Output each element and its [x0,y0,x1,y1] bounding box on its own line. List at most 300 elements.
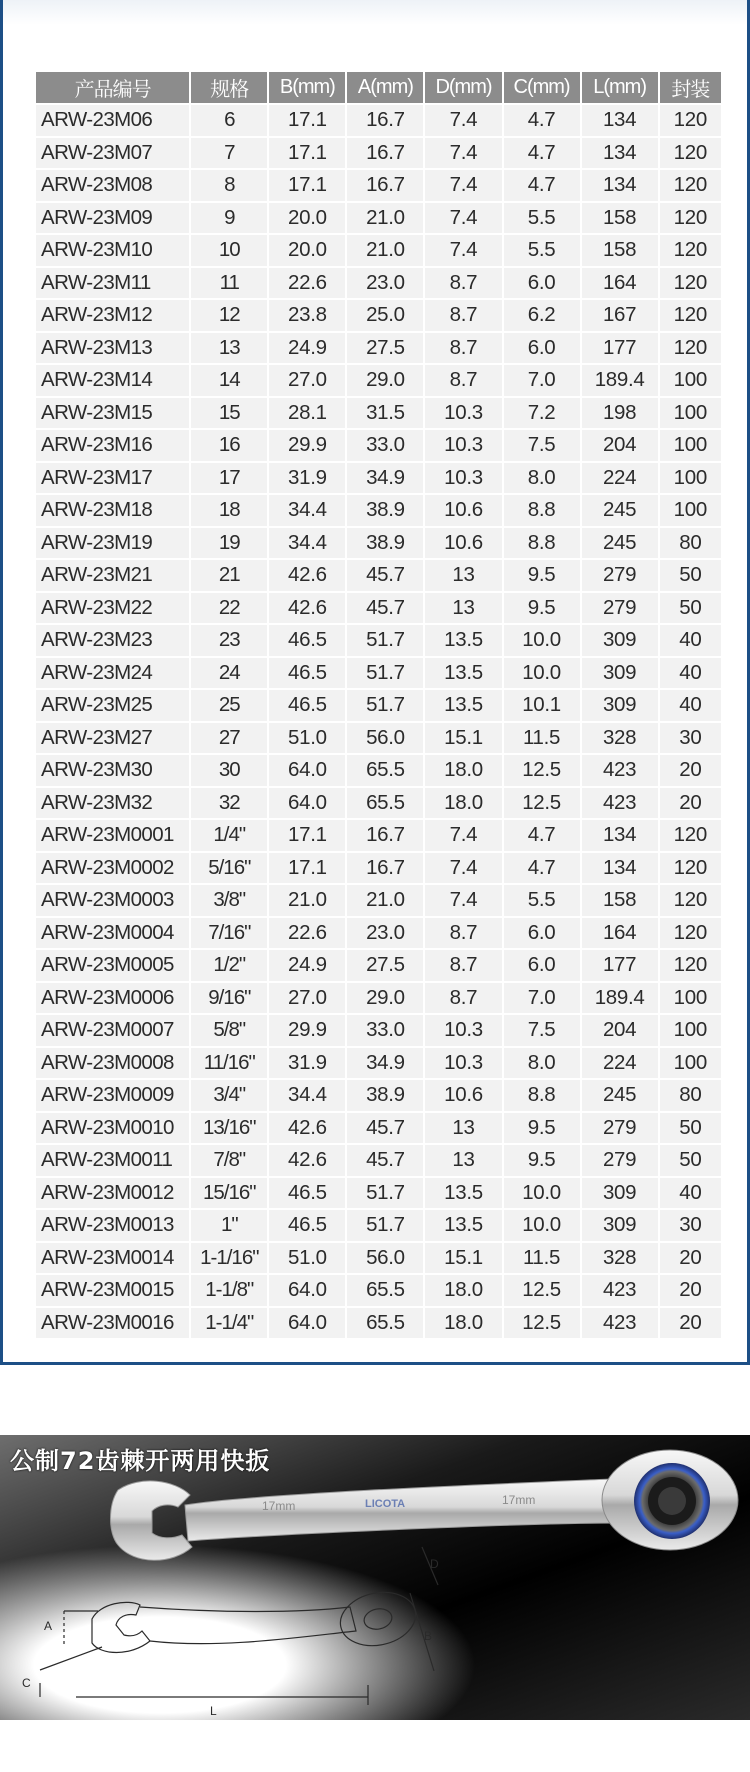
table-cell: 30 [660,1210,721,1241]
product-code-cell: ARW-23M16 [36,430,189,461]
table-cell: 224 [582,463,658,494]
table-cell: 4.7 [504,170,580,201]
table-cell: 38.9 [347,528,423,559]
table-cell: 164 [582,918,658,949]
banner-title: 公制72齿棘开两用快扳 [10,1447,271,1475]
table-cell: 42.6 [269,1145,345,1176]
table-cell: 134 [582,105,658,136]
table-cell: 45.7 [347,593,423,624]
table-cell: 17.1 [269,105,345,136]
table-cell: 423 [582,755,658,786]
size-cell: 7/16" [191,918,267,949]
table-cell: 4.7 [504,820,580,851]
product-code-cell: ARW-23M30 [36,755,189,786]
table-cell: 12.5 [504,1308,580,1339]
table-cell: 120 [660,300,721,331]
table-cell: 50 [660,1145,721,1176]
table-cell: 10.3 [425,1048,501,1079]
table-cell: 189.4 [582,365,658,396]
size-cell: 5/16" [191,853,267,884]
table-cell: 4.7 [504,138,580,169]
table-cell: 13.5 [425,658,501,689]
size-cell: 15/16" [191,1178,267,1209]
product-code-cell: ARW-23M0016 [36,1308,189,1339]
table-cell: 100 [660,495,721,526]
table-cell: 5.5 [504,235,580,266]
table-cell: 31.9 [269,1048,345,1079]
table-cell: 51.7 [347,658,423,689]
table-row [36,203,721,234]
table-cell: 34.9 [347,1048,423,1079]
dim-label-c: C [22,1676,31,1690]
product-code-cell: ARW-23M21 [36,560,189,591]
table-cell: 30 [660,723,721,754]
table-row [36,1243,721,1274]
table-cell: 42.6 [269,593,345,624]
dimension-drawing [40,1547,438,1705]
table-cell: 40 [660,690,721,721]
dim-label-b: B [424,1629,433,1643]
table-cell: 29.9 [269,430,345,461]
table-cell: 8.8 [504,495,580,526]
table-cell: 31.9 [269,463,345,494]
table-cell: 6.0 [504,268,580,299]
table-row [36,983,721,1014]
table-cell: 189.4 [582,983,658,1014]
table-cell: 20 [660,1275,721,1306]
table-row [36,1275,721,1306]
table-cell: 7.4 [425,203,501,234]
product-code-cell: ARW-23M22 [36,593,189,624]
table-cell: 51.7 [347,1178,423,1209]
product-code-cell: ARW-23M12 [36,300,189,331]
size-cell: 11 [191,268,267,299]
table-cell: 64.0 [269,788,345,819]
table-cell: 224 [582,1048,658,1079]
table-cell: 22.6 [269,918,345,949]
table-row [36,1080,721,1111]
size-cell: 24 [191,658,267,689]
table-cell: 7.5 [504,1015,580,1046]
table-cell: 9.5 [504,593,580,624]
size-cell: 14 [191,365,267,396]
table-cell: 7.4 [425,235,501,266]
table-cell: 46.5 [269,1178,345,1209]
product-code-cell: ARW-23M0001 [36,820,189,851]
table-row [36,528,721,559]
size-cell: 18 [191,495,267,526]
table-cell: 38.9 [347,495,423,526]
table-cell: 8.7 [425,300,501,331]
table-row [36,1048,721,1079]
table-cell: 8.7 [425,365,501,396]
size-cell: 1-1/4" [191,1308,267,1339]
table-cell: 51.7 [347,690,423,721]
table-cell: 423 [582,1275,658,1306]
wrench-brand: LICOTA [365,1498,406,1510]
table-cell: 27.5 [347,333,423,364]
table-cell: 45.7 [347,1145,423,1176]
size-cell: 1/4" [191,820,267,851]
table-cell: 18.0 [425,788,501,819]
table-cell: 100 [660,365,721,396]
table-cell: 10.1 [504,690,580,721]
table-cell: 9.5 [504,1145,580,1176]
column-header: 封装 [660,72,721,103]
table-cell: 64.0 [269,1308,345,1339]
table-cell: 40 [660,1178,721,1209]
table-cell: 12.5 [504,788,580,819]
size-cell: 16 [191,430,267,461]
wrench-photo [111,1450,739,1560]
table-row [36,430,721,461]
table-cell: 28.1 [269,398,345,429]
table-row [36,105,721,136]
table-cell: 100 [660,983,721,1014]
product-code-cell: ARW-23M0010 [36,1113,189,1144]
table-cell: 177 [582,333,658,364]
table-cell: 120 [660,885,721,916]
table-cell: 27.0 [269,365,345,396]
size-cell: 6 [191,105,267,136]
table-cell: 18.0 [425,755,501,786]
table-cell: 34.4 [269,528,345,559]
column-header: D(mm) [425,72,501,103]
product-code-cell: ARW-23M25 [36,690,189,721]
table-cell: 15.1 [425,1243,501,1274]
product-code-cell: ARW-23M0011 [36,1145,189,1176]
table-body [36,105,721,1338]
table-cell: 50 [660,560,721,591]
size-cell: 17 [191,463,267,494]
dim-label-a: A [44,1619,53,1633]
table-cell: 5.5 [504,203,580,234]
table-cell: 15.1 [425,723,501,754]
table-cell: 21.0 [269,885,345,916]
size-cell: 9 [191,203,267,234]
product-code-cell: ARW-23M09 [36,203,189,234]
product-code-cell: ARW-23M0002 [36,853,189,884]
table-cell: 10.3 [425,398,501,429]
table-cell: 17.1 [269,138,345,169]
size-cell: 9/16" [191,983,267,1014]
table-cell: 328 [582,723,658,754]
product-code-cell: ARW-23M27 [36,723,189,754]
table-row [36,885,721,916]
table-row [36,625,721,656]
table-row [36,398,721,429]
table-cell: 120 [660,820,721,851]
table-cell: 10.6 [425,495,501,526]
table-cell: 4.7 [504,853,580,884]
table-cell: 9.5 [504,560,580,591]
table-cell: 423 [582,1308,658,1339]
table-cell: 7.4 [425,885,501,916]
table-cell: 42.6 [269,560,345,591]
table-cell: 51.7 [347,1210,423,1241]
table-cell: 10.3 [425,430,501,461]
table-cell: 7.4 [425,105,501,136]
table-cell: 279 [582,593,658,624]
table-cell: 16.7 [347,820,423,851]
table-cell: 120 [660,950,721,981]
table-cell: 56.0 [347,1243,423,1274]
table-row [36,333,721,364]
product-code-cell: ARW-23M0008 [36,1048,189,1079]
table-cell: 120 [660,853,721,884]
table-cell: 24.9 [269,950,345,981]
table-cell: 177 [582,950,658,981]
table-row [36,138,721,169]
table-cell: 20.0 [269,235,345,266]
wrench-marking-left: 17mm [262,1499,296,1513]
table-cell: 27.5 [347,950,423,981]
table-cell: 10.0 [504,1210,580,1241]
table-cell: 7.5 [504,430,580,461]
table-row [36,723,721,754]
table-row [36,268,721,299]
table-row [36,918,721,949]
table-row [36,495,721,526]
table-cell: 6.0 [504,333,580,364]
product-code-cell: ARW-23M10 [36,235,189,266]
size-cell: 3/4" [191,1080,267,1111]
table-cell: 328 [582,1243,658,1274]
table-row [36,1113,721,1144]
column-header: C(mm) [504,72,580,103]
size-cell: 3/8" [191,885,267,916]
table-cell: 9.5 [504,1113,580,1144]
size-cell: 19 [191,528,267,559]
product-code-cell: ARW-23M08 [36,170,189,201]
table-cell: 16.7 [347,138,423,169]
table-cell: 120 [660,333,721,364]
table-row [36,788,721,819]
wrench-illustration [0,1435,750,1720]
table-cell: 64.0 [269,755,345,786]
table-cell: 7.0 [504,983,580,1014]
table-cell: 65.5 [347,755,423,786]
table-cell: 42.6 [269,1113,345,1144]
table-row [36,593,721,624]
table-cell: 40 [660,625,721,656]
product-code-cell: ARW-23M0007 [36,1015,189,1046]
size-cell: 5/8" [191,1015,267,1046]
size-cell: 22 [191,593,267,624]
table-row [36,1210,721,1241]
size-cell: 7 [191,138,267,169]
table-cell: 8.8 [504,1080,580,1111]
table-row [36,463,721,494]
table-cell: 17.1 [269,170,345,201]
table-cell: 22.6 [269,268,345,299]
table-cell: 18.0 [425,1275,501,1306]
table-row [36,1178,721,1209]
table-cell: 56.0 [347,723,423,754]
table-cell: 50 [660,593,721,624]
table-row [36,690,721,721]
size-cell: 13/16" [191,1113,267,1144]
table-cell: 20 [660,1308,721,1339]
table-cell: 120 [660,268,721,299]
table-cell: 5.5 [504,885,580,916]
table-cell: 46.5 [269,658,345,689]
product-code-cell: ARW-23M18 [36,495,189,526]
table-cell: 40 [660,658,721,689]
product-code-cell: ARW-23M0014 [36,1243,189,1274]
product-code-cell: ARW-23M07 [36,138,189,169]
table-cell: 80 [660,528,721,559]
table-cell: 50 [660,1113,721,1144]
table-cell: 100 [660,463,721,494]
table-cell: 29.0 [347,983,423,1014]
size-cell: 7/8" [191,1145,267,1176]
table-cell: 7.4 [425,853,501,884]
product-code-cell: ARW-23M19 [36,528,189,559]
table-cell: 10.0 [504,658,580,689]
table-cell: 13.5 [425,625,501,656]
table-cell: 16.7 [347,853,423,884]
product-code-cell: ARW-23M0003 [36,885,189,916]
table-cell: 245 [582,1080,658,1111]
table-cell: 23.8 [269,300,345,331]
table-cell: 167 [582,300,658,331]
table-cell: 100 [660,398,721,429]
table-cell: 8.7 [425,950,501,981]
size-cell: 8 [191,170,267,201]
table-cell: 51.0 [269,723,345,754]
column-header: 规格 [191,72,267,103]
table-cell: 20 [660,755,721,786]
table-cell: 120 [660,203,721,234]
size-cell: 12 [191,300,267,331]
product-code-cell: ARW-23M15 [36,398,189,429]
table-row [36,560,721,591]
product-code-cell: ARW-23M11 [36,268,189,299]
table-cell: 18.0 [425,1308,501,1339]
table-cell: 100 [660,1015,721,1046]
product-code-cell: ARW-23M0015 [36,1275,189,1306]
table-cell: 80 [660,1080,721,1111]
table-cell: 34.4 [269,495,345,526]
table-cell: 309 [582,658,658,689]
table-cell: 45.7 [347,1113,423,1144]
table-cell: 13 [425,1145,501,1176]
table-cell: 4.7 [504,105,580,136]
size-cell: 1-1/16" [191,1243,267,1274]
table-cell: 134 [582,138,658,169]
column-header: 产品编号 [36,72,189,103]
table-cell: 6.0 [504,950,580,981]
size-cell: 25 [191,690,267,721]
size-cell: 1-1/8" [191,1275,267,1306]
table-cell: 120 [660,138,721,169]
table-cell: 158 [582,203,658,234]
table-cell: 12.5 [504,1275,580,1306]
wrench-marking-right: 17mm [502,1493,536,1507]
dim-label-l: L [210,1704,217,1718]
table-cell: 51.7 [347,625,423,656]
product-code-cell: ARW-23M17 [36,463,189,494]
size-cell: 30 [191,755,267,786]
table-cell: 51.0 [269,1243,345,1274]
product-code-cell: ARW-23M13 [36,333,189,364]
size-cell: 23 [191,625,267,656]
table-cell: 245 [582,495,658,526]
spec-table [34,70,723,1340]
table-cell: 13.5 [425,1178,501,1209]
size-cell: 27 [191,723,267,754]
table-cell: 25.0 [347,300,423,331]
table-cell: 8.0 [504,463,580,494]
table-cell: 20 [660,1243,721,1274]
table-cell: 8.7 [425,918,501,949]
table-cell: 164 [582,268,658,299]
table-cell: 134 [582,853,658,884]
product-code-cell: ARW-23M0013 [36,1210,189,1241]
table-cell: 65.5 [347,1308,423,1339]
size-cell: 1" [191,1210,267,1241]
table-cell: 8.7 [425,333,501,364]
product-code-cell: ARW-23M0006 [36,983,189,1014]
table-row [36,1015,721,1046]
table-cell: 21.0 [347,235,423,266]
table-cell: 20.0 [269,203,345,234]
table-cell: 34.9 [347,463,423,494]
table-cell: 7.4 [425,138,501,169]
table-cell: 10.3 [425,463,501,494]
product-code-cell: ARW-23M23 [36,625,189,656]
table-row [36,1145,721,1176]
table-cell: 8.8 [504,528,580,559]
table-cell: 65.5 [347,788,423,819]
table-cell: 204 [582,1015,658,1046]
table-cell: 23.0 [347,268,423,299]
table-cell: 21.0 [347,203,423,234]
product-code-cell: ARW-23M0004 [36,918,189,949]
table-cell: 13.5 [425,690,501,721]
table-cell: 309 [582,1210,658,1241]
size-cell: 13 [191,333,267,364]
table-cell: 7.4 [425,170,501,201]
table-row [36,853,721,884]
table-cell: 204 [582,430,658,461]
table-cell: 29.0 [347,365,423,396]
table-row [36,300,721,331]
table-cell: 309 [582,625,658,656]
table-cell: 64.0 [269,1275,345,1306]
table-header-row [36,72,721,103]
table-cell: 33.0 [347,430,423,461]
product-code-cell: ARW-23M14 [36,365,189,396]
size-cell: 10 [191,235,267,266]
table-cell: 309 [582,1178,658,1209]
table-cell: 279 [582,1145,658,1176]
table-cell: 423 [582,788,658,819]
table-row [36,658,721,689]
product-code-cell: ARW-23M06 [36,105,189,136]
size-cell: 15 [191,398,267,429]
column-header: B(mm) [269,72,345,103]
table-cell: 16.7 [347,105,423,136]
product-code-cell: ARW-23M24 [36,658,189,689]
table-cell: 198 [582,398,658,429]
table-row [36,1308,721,1339]
table-cell: 120 [660,170,721,201]
table-cell: 13 [425,1113,501,1144]
table-cell: 279 [582,1113,658,1144]
table-cell: 134 [582,820,658,851]
